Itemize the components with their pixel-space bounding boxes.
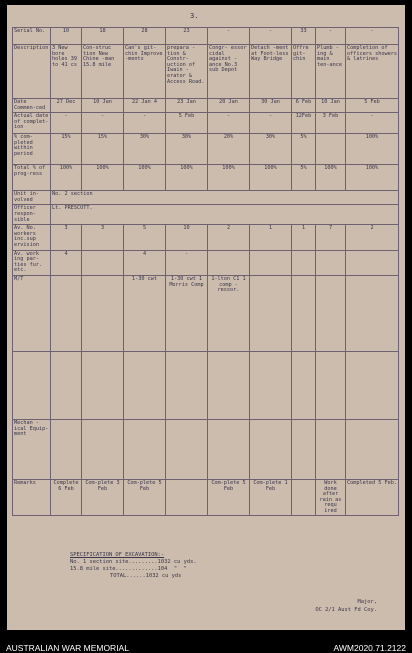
table-cell: 23 bbox=[166, 28, 208, 45]
table-cell: Com-plete 3 Feb bbox=[82, 479, 124, 516]
table-cell: 100% bbox=[316, 165, 346, 191]
table-cell bbox=[292, 275, 316, 351]
summary-title: SPECIFICATION OF EXCAVATION:- bbox=[70, 552, 165, 558]
table-cell: Com-plete 1 Feb bbox=[250, 479, 292, 516]
table-cell: Con-struc tion New Chine -man 15.8 mile bbox=[82, 45, 124, 99]
row-header: % com-pleted within period bbox=[13, 134, 51, 165]
table-cell: - bbox=[208, 113, 250, 134]
table-cell bbox=[250, 351, 292, 419]
row-header: Mechan -ical Equip-ment bbox=[13, 419, 51, 479]
table-cell bbox=[208, 351, 250, 419]
table-cell bbox=[316, 134, 346, 165]
table-row bbox=[13, 479, 399, 516]
row-header: Serial No. bbox=[13, 28, 51, 45]
table-cell bbox=[292, 419, 316, 479]
table-cell bbox=[166, 351, 208, 419]
table-cell: - bbox=[51, 113, 82, 134]
excavation-summary bbox=[70, 552, 197, 580]
table-cell: 2 bbox=[208, 225, 250, 250]
table-cell: Can's git-chin Improve -ments bbox=[124, 45, 166, 99]
table-cell: 1 bbox=[292, 225, 316, 250]
table-cell: 30% bbox=[124, 134, 166, 165]
table-cell: 30% bbox=[250, 134, 292, 165]
table-cell: 2 bbox=[346, 225, 399, 250]
table-cell: Completed 5 Feb. bbox=[346, 479, 399, 516]
summary-total: TOTAL......1032 cu yds bbox=[110, 573, 182, 579]
table-row bbox=[13, 45, 399, 99]
table-cell bbox=[208, 250, 250, 275]
table-cell: 28 bbox=[124, 28, 166, 45]
table-row bbox=[13, 275, 399, 351]
table-cell: 20% bbox=[208, 134, 250, 165]
table-cell: 100% bbox=[51, 165, 82, 191]
table-cell: 3 New bore holes 39 to 41 cs bbox=[51, 45, 82, 99]
table-cell: 3 Feb bbox=[316, 113, 346, 134]
table-cell: 10 bbox=[166, 225, 208, 250]
table-cell: 23 Jan bbox=[166, 99, 208, 113]
table-cell bbox=[82, 275, 124, 351]
table-cell: 33 bbox=[292, 28, 316, 45]
table-cell: Completion of officers showers & latrines bbox=[346, 45, 399, 99]
table-cell: 30 Jan bbox=[250, 99, 292, 113]
table-cell: - bbox=[346, 113, 399, 134]
works-progress-table bbox=[12, 27, 399, 516]
table-cell: Congr- essor cidal against -ance No.3 sub Depot bbox=[208, 45, 250, 99]
table-cell: 30% bbox=[166, 134, 208, 165]
table-cell: 4 bbox=[51, 250, 82, 275]
table-cell bbox=[292, 479, 316, 516]
table-cell: No. 2 section bbox=[51, 191, 399, 205]
table-cell: Detach -ment at Foot-less Way Bridge bbox=[250, 45, 292, 99]
table-cell bbox=[250, 419, 292, 479]
table-cell: 15% bbox=[82, 134, 124, 165]
table-cell: 100% bbox=[346, 165, 399, 191]
signature-block bbox=[285, 598, 377, 614]
table-cell: Com-plete 5 Feb bbox=[124, 479, 166, 516]
table-cell bbox=[346, 275, 399, 351]
table-cell: 1-30 cwt bbox=[124, 275, 166, 351]
table-cell: 18 bbox=[82, 28, 124, 45]
footer-left-text: AUSTRALIAN WAR MEMORIAL bbox=[6, 643, 129, 653]
table-cell: 100% bbox=[82, 165, 124, 191]
row-header: Actual date of complet-ion bbox=[13, 113, 51, 134]
table-cell: 20 Jan bbox=[208, 99, 250, 113]
table-cell bbox=[346, 351, 399, 419]
signature-rank: Major, bbox=[357, 599, 377, 605]
table-cell: 22 Jan 4 bbox=[124, 99, 166, 113]
table-cell: 10 Jan bbox=[316, 99, 346, 113]
summary-line: 15.8 mile site.............104 " " bbox=[70, 566, 187, 572]
table-cell bbox=[51, 351, 82, 419]
table-cell bbox=[292, 351, 316, 419]
table-cell bbox=[250, 275, 292, 351]
table-cell: 10 Jan bbox=[82, 99, 124, 113]
table-cell: 3 bbox=[82, 225, 124, 250]
table-cell: 6 Feb bbox=[292, 99, 316, 113]
row-header bbox=[13, 351, 51, 419]
table-row bbox=[13, 165, 399, 191]
table-cell bbox=[124, 419, 166, 479]
table-cell bbox=[346, 419, 399, 479]
table-cell: 12Feb bbox=[292, 113, 316, 134]
table-cell: - bbox=[250, 113, 292, 134]
summary-line: No. 1 section site.........1032 cu yds. bbox=[70, 559, 197, 565]
table-cell: - bbox=[166, 250, 208, 275]
row-header: M/T bbox=[13, 275, 51, 351]
table-row bbox=[13, 225, 399, 250]
table-cell: 10 bbox=[51, 28, 82, 45]
table-cell bbox=[316, 250, 346, 275]
table-cell bbox=[292, 250, 316, 275]
table-cell bbox=[166, 479, 208, 516]
table-cell: Plumb -ing & main ten-ance bbox=[316, 45, 346, 99]
table-cell: 100% bbox=[124, 165, 166, 191]
table-cell bbox=[346, 250, 399, 275]
table-cell: 100% bbox=[166, 165, 208, 191]
table-cell: Com-plete 5 Feb bbox=[208, 479, 250, 516]
table-cell: 5% bbox=[292, 165, 316, 191]
table-cell: 1 bbox=[250, 225, 292, 250]
table-cell: 5 Feb bbox=[346, 99, 399, 113]
table-cell: 27 Dec bbox=[51, 99, 82, 113]
table-cell bbox=[124, 351, 166, 419]
table-cell bbox=[166, 419, 208, 479]
row-header: Date Commen-ced bbox=[13, 99, 51, 113]
table-row bbox=[13, 191, 399, 205]
table-cell: Work done after rain as requ ired bbox=[316, 479, 346, 516]
table-cell bbox=[316, 351, 346, 419]
table-cell: 5% bbox=[292, 134, 316, 165]
table-row bbox=[13, 134, 399, 165]
table-cell: 4 bbox=[124, 250, 166, 275]
table-cell: 100% bbox=[250, 165, 292, 191]
table-cell: 100% bbox=[346, 134, 399, 165]
table-cell: - bbox=[208, 28, 250, 45]
table-cell: - bbox=[346, 28, 399, 45]
table-cell: - bbox=[124, 113, 166, 134]
table-row bbox=[13, 419, 399, 479]
table-cell: 5 Feb bbox=[166, 113, 208, 134]
row-header: Av. No. workers inc.sup ervision bbox=[13, 225, 51, 250]
table-cell bbox=[82, 351, 124, 419]
table-cell: 100% bbox=[208, 165, 250, 191]
table-row bbox=[13, 250, 399, 275]
table-cell bbox=[51, 275, 82, 351]
table-cell bbox=[82, 419, 124, 479]
table-cell bbox=[250, 250, 292, 275]
table-cell bbox=[208, 419, 250, 479]
table-row bbox=[13, 351, 399, 419]
table-cell: 1-lton C1 1 comp -ressor. bbox=[208, 275, 250, 351]
table-cell bbox=[316, 419, 346, 479]
table-cell: prepara -tion & Constr-uction of Iwain -erator & Access Road. bbox=[166, 45, 208, 99]
table-row bbox=[13, 113, 399, 134]
table-cell: 15% bbox=[51, 134, 82, 165]
footer-right-text: AWM2020.71.2122 bbox=[333, 643, 406, 653]
row-header: Remarks bbox=[13, 479, 51, 516]
table-cell: - bbox=[316, 28, 346, 45]
table-row bbox=[13, 28, 399, 45]
row-header: Total % of prog-ress bbox=[13, 165, 51, 191]
table-cell: 1-30 cwt 1 Morris Comp bbox=[166, 275, 208, 351]
table-cell bbox=[82, 250, 124, 275]
table-cell: Offre git-chin bbox=[292, 45, 316, 99]
table-cell bbox=[316, 275, 346, 351]
table-cell: 5 bbox=[124, 225, 166, 250]
table-cell: Complete 6 Feb bbox=[51, 479, 82, 516]
row-header: Description bbox=[13, 45, 51, 99]
table-cell: Lt. PRESCOTT. bbox=[51, 205, 399, 225]
table-cell: - bbox=[82, 113, 124, 134]
signature-unit: OC 2/1 Aust Fd Coy. bbox=[315, 607, 377, 613]
archive-footer bbox=[0, 630, 412, 653]
row-header: Unit in-volved bbox=[13, 191, 51, 205]
page-number: 3. bbox=[190, 12, 199, 20]
row-header: Officer respon-sible bbox=[13, 205, 51, 225]
table-cell: - bbox=[250, 28, 292, 45]
table-row bbox=[13, 205, 399, 225]
table-row bbox=[13, 99, 399, 113]
table-cell: 7 bbox=[316, 225, 346, 250]
row-header: Av. work ing par-ties fur. etc. bbox=[13, 250, 51, 275]
table-cell bbox=[51, 419, 82, 479]
table-cell: 3 bbox=[51, 225, 82, 250]
